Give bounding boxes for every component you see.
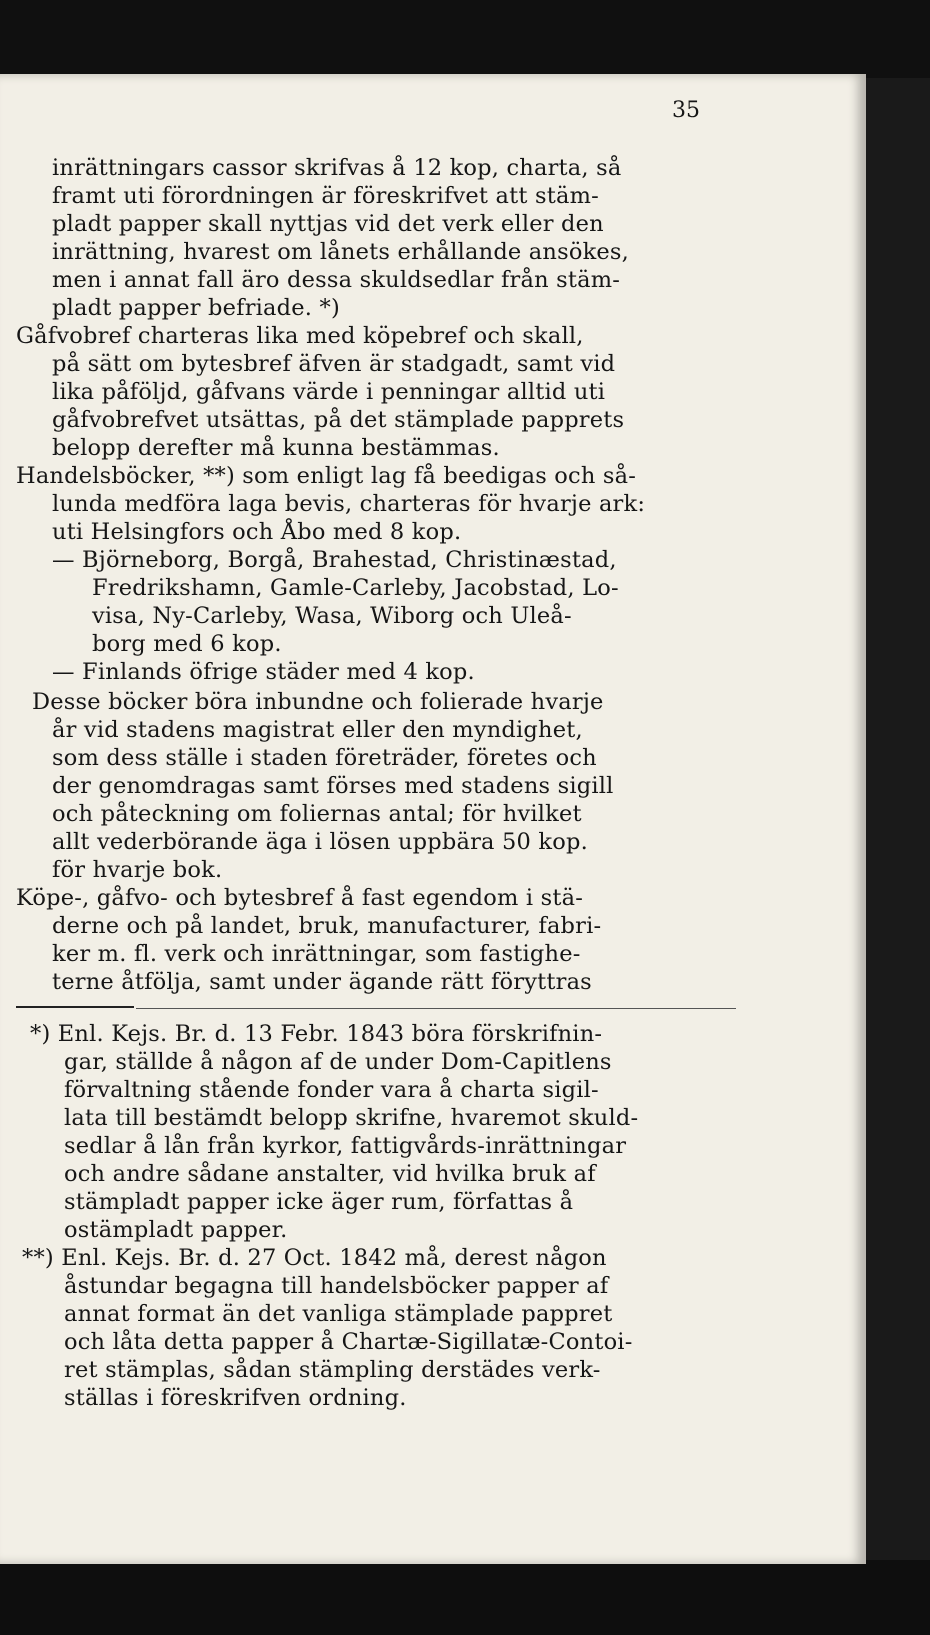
text-line: terne åtfölja, samt under ägande rätt föryttras <box>52 969 592 995</box>
text-line: — Björneborg, Borgå, Brahestad, Christinæstad, <box>52 547 617 573</box>
scan-background-top <box>0 0 930 78</box>
footnote-line: **) Enl. Kejs. Br. d. 27 Oct. 1842 må, derest någon <box>22 1245 607 1271</box>
text-line: pladt papper skall nyttjas vid det verk eller den <box>52 211 604 237</box>
text-line: uti Helsingfors och Åbo med 8 kop. <box>52 519 462 545</box>
page-number: 35 <box>672 98 700 123</box>
text-line: — Finlands öfrige städer med 4 kop. <box>52 659 475 685</box>
footnote-line: och andre sådane anstalter, vid hvilka bruk af <box>64 1161 596 1187</box>
text-line: inrättning, hvarest om lånets erhållande ansökes, <box>52 239 630 265</box>
text-line: och påteckning om foliernas antal; för hvilket <box>52 801 582 827</box>
text-line: år vid stadens magistrat eller den myndighet, <box>52 717 583 743</box>
text-line: framt uti förordningen är föreskrifvet att stäm- <box>52 183 599 209</box>
text-line: lika påföljd, gåfvans värde i penningar alltid uti <box>52 379 606 405</box>
footnote-line: sedlar å lån från kyrkor, fattigvårds-inrättningar <box>64 1133 627 1159</box>
text-line: på sätt om bytesbref äfven är stadgadt, samt vid <box>52 351 616 377</box>
text-line: men i annat fall äro dessa skuldsedlar från stäm- <box>52 267 621 293</box>
text-line: Fredrikshamn, Gamle-Carleby, Jacobstad, Lo- <box>92 575 619 601</box>
text-line: Handelsböcker, **) som enligt lag få beedigas och så- <box>16 463 637 489</box>
text-line: inrättningars cassor skrifvas å 12 kop, charta, så <box>52 155 622 181</box>
text-line: pladt papper befriade. *) <box>52 295 340 321</box>
text-line: Köpe-, gåfvo- och bytesbref å fast egendom i stä- <box>16 885 584 911</box>
footnote-line: lata till bestämdt belopp skrifne, hvaremot skuld- <box>64 1105 639 1131</box>
footnote-divider <box>16 1006 134 1008</box>
footnote-line: *) Enl. Kejs. Br. d. 13 Febr. 1843 böra förskrifnin- <box>30 1021 603 1047</box>
text-line: lunda medföra laga bevis, charteras för hvarje ark: <box>52 491 646 517</box>
text-line: gåfvobrefvet utsättas, på det stämplade papprets <box>52 407 625 433</box>
footnote-line: stämpladt papper icke äger rum, författas å <box>64 1189 574 1215</box>
footnote-line: ret stämplas, sådan stämpling derstädes verk- <box>64 1357 601 1383</box>
text-line: Desse böcker böra inbundne och folierade hvarje <box>32 689 604 715</box>
text-line: för hvarje bok. <box>52 857 223 883</box>
footnote-line: gar, ställde å någon af de under Dom-Capitlens <box>64 1049 612 1075</box>
footnote-line: åstundar begagna till handelsböcker papper af <box>64 1273 609 1299</box>
text-line: Gåfvobref charteras lika med köpebref och skall, <box>16 323 584 349</box>
text-line: allt vederbörande äga i lösen uppbära 50 kop. <box>52 829 588 855</box>
text-line: borg med 6 kop. <box>92 631 282 657</box>
footnote-line: ostämpladt papper. <box>64 1217 288 1243</box>
scan-background-bottom <box>0 1560 930 1635</box>
text-line: ker m. fl. verk och inrättningar, som fastighe- <box>52 941 581 967</box>
text-line: belopp derefter må kunna bestämmas. <box>52 435 500 461</box>
text-line: visa, Ny-Carleby, Wasa, Wiborg och Uleå- <box>92 603 572 629</box>
text-line: der genomdragas samt förses med stadens sigill <box>52 773 614 799</box>
text-line: som dess ställe i staden företräder, företes och <box>52 745 597 771</box>
footnote-line: förvaltning stående fonder vara å charta sigil- <box>64 1077 599 1103</box>
text-line: derne och på landet, bruk, manufacturer, fabri- <box>52 913 602 939</box>
footnote-line: och låta detta papper å Chartæ-Sigillatæ-Contoi- <box>64 1329 633 1355</box>
footnote-divider-thin <box>136 1008 736 1009</box>
footnote-line: ställas i föreskrifven ordning. <box>64 1385 407 1411</box>
footnote-line: annat format än det vanliga stämplade pappret <box>64 1301 613 1327</box>
book-page <box>0 74 866 1564</box>
scan-background-right <box>862 78 930 1635</box>
